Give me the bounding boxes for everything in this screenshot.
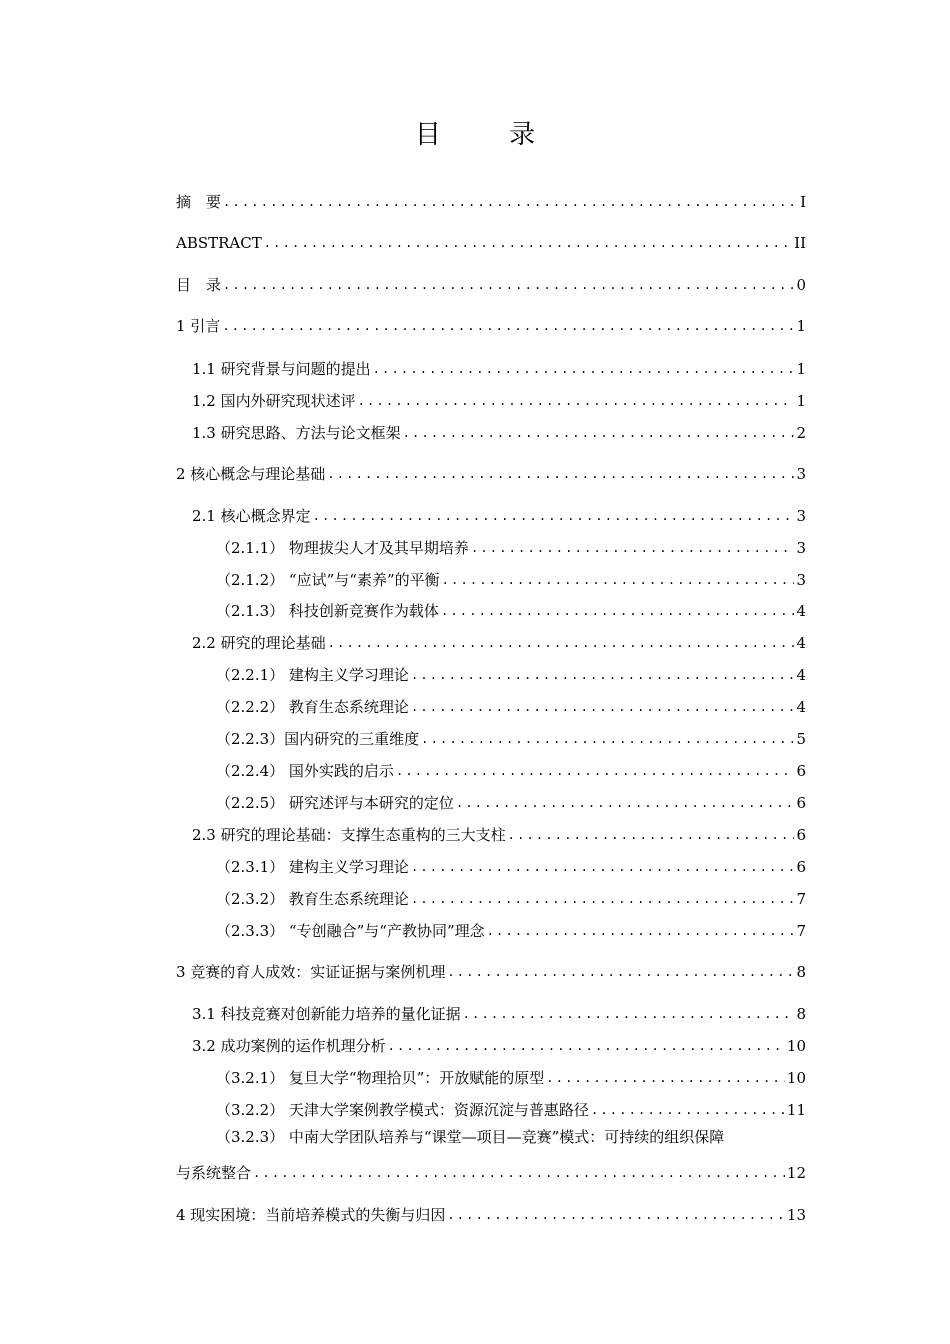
toc-entry-page-number: 13 xyxy=(786,1206,806,1224)
toc-entry-page-number: 3 xyxy=(796,507,806,525)
toc-leader-dots xyxy=(508,825,795,845)
page-title: 目 录 xyxy=(414,120,566,150)
toc-entry-page-number: 10 xyxy=(786,1037,806,1055)
toc-entry[interactable] xyxy=(216,757,806,781)
toc-entry-page-number: 7 xyxy=(796,890,806,908)
toc-entry[interactable] xyxy=(176,1201,806,1225)
toc-entry-label: （2.1.1） 物理拔尖人才及其早期培养 xyxy=(216,539,469,557)
toc-leader-dots xyxy=(442,570,795,590)
toc-entry[interactable] xyxy=(192,502,806,526)
toc-entry[interactable] xyxy=(216,566,806,590)
toc-entry-page-number: 4 xyxy=(796,634,806,652)
toc-entry-label: （2.1.2） “应试”与“素养”的平衡 xyxy=(216,571,440,589)
toc-entry-label: 1.1 研究背景与问题的提出 xyxy=(192,360,371,378)
toc-leader-dots xyxy=(253,1163,785,1183)
toc-leader-dots xyxy=(403,423,795,443)
toc-entry-label: （3.2.2） 天津大学案例教学模式：资源沉淀与普惠路径 xyxy=(216,1101,589,1119)
toc-entry-page-number: 8 xyxy=(796,963,806,981)
toc-entry-label: （2.3.2） 教育生态系统理论 xyxy=(216,890,409,908)
toc-entry-page-number: 0 xyxy=(796,276,806,294)
toc-leader-dots xyxy=(487,921,795,941)
toc-entry-label: 2.2 研究的理论基础 xyxy=(192,634,326,652)
toc-leader-dots xyxy=(388,1036,785,1056)
toc-leader-dots xyxy=(223,275,794,295)
toc-entry-page-number: 4 xyxy=(796,698,806,716)
toc-entry-label: 2.3 研究的理论基础：支撑生态重构的三大支柱 xyxy=(192,826,506,844)
toc-entry[interactable] xyxy=(192,821,806,845)
toc-leader-dots xyxy=(441,601,795,621)
toc-entry-page-number: 6 xyxy=(796,858,806,876)
toc-entry-label: 1.3 研究思路、方法与论文框架 xyxy=(192,424,401,442)
toc-entry[interactable] xyxy=(216,1064,806,1088)
toc-entry[interactable] xyxy=(192,387,806,411)
toc-entry-page-number: 1 xyxy=(796,360,806,378)
toc-leader-dots xyxy=(358,391,795,411)
toc-leader-dots xyxy=(313,506,795,526)
toc-entry-page-number: 6 xyxy=(796,794,806,812)
toc-entry[interactable] xyxy=(216,597,806,621)
toc-entry-label: （2.2.2） 教育生态系统理论 xyxy=(216,698,409,716)
toc-entry[interactable] xyxy=(176,271,806,295)
toc-entry[interactable] xyxy=(216,789,806,813)
toc-leader-dots xyxy=(328,633,795,653)
toc-entry[interactable] xyxy=(216,885,806,909)
toc-entry[interactable] xyxy=(216,1096,806,1120)
toc-entry-page-number: 8 xyxy=(796,1005,806,1023)
toc-entry-page-number: 12 xyxy=(786,1164,806,1182)
toc-entry-label: （2.2.1） 建构主义学习理论 xyxy=(216,666,409,684)
toc-entry-label: （2.1.3） 科技创新竞赛作为载体 xyxy=(216,602,439,620)
toc-entry-page-number: 1 xyxy=(796,392,806,410)
toc-leader-dots xyxy=(591,1100,785,1120)
toc-leader-dots xyxy=(411,857,795,877)
toc-entry[interactable] xyxy=(216,693,806,717)
toc-entry-label: （2.3.1） 建构主义学习理论 xyxy=(216,858,409,876)
toc-entry-page-number: 5 xyxy=(796,730,806,748)
toc-entry-label: 4 现实困境：当前培养模式的失衡与归因 xyxy=(176,1206,446,1224)
toc-leader-dots xyxy=(373,359,795,379)
toc-entry-label: 2 核心概念与理论基础 xyxy=(176,465,326,483)
toc-entry[interactable] xyxy=(216,534,806,558)
toc-entry-page-number: 2 xyxy=(796,424,806,442)
toc-entry-label: （3.2.3） 中南大学团队培养与“课堂—项目—竞赛”模式：可持续的组织保障 xyxy=(216,1128,725,1146)
toc-entry[interactable] xyxy=(176,1159,806,1183)
toc-entry-label: 2.1 核心概念界定 xyxy=(192,507,311,525)
toc-leader-dots xyxy=(264,233,792,253)
toc-entry-label: 与系统整合 xyxy=(176,1164,252,1182)
toc-entry[interactable] xyxy=(216,725,806,749)
toc-entry-label: 1.2 国内外研究现状述评 xyxy=(192,392,356,410)
toc-entry-label: （2.2.5） 研究述评与本研究的定位 xyxy=(216,794,454,812)
toc-leader-dots xyxy=(447,962,794,982)
toc-entry[interactable] xyxy=(216,917,806,941)
toc-entry-label: 1 引言 xyxy=(176,317,221,335)
toc-leader-dots xyxy=(222,316,794,336)
toc-entry-page-number: II xyxy=(794,234,806,252)
toc-entry-page-number: 4 xyxy=(796,602,806,620)
toc-entry-label: （2.3.3） “专创融合”与“产教协同”理念 xyxy=(216,922,485,940)
toc-entry[interactable] xyxy=(192,419,806,443)
toc-entry[interactable] xyxy=(176,460,806,484)
toc-entry-page-number: 6 xyxy=(796,826,806,844)
toc-leader-dots xyxy=(327,464,794,484)
toc-entry-label: 3 竞赛的育人成效：实证证据与案例机理 xyxy=(176,963,446,981)
toc-leader-dots xyxy=(421,729,794,749)
toc-entry[interactable] xyxy=(192,355,806,379)
toc-entry[interactable] xyxy=(192,1000,806,1024)
toc-leader-dots xyxy=(463,1004,795,1024)
toc-entry-label: 3.2 成功案例的运作机理分析 xyxy=(192,1037,386,1055)
toc-entry-page-number: 3 xyxy=(796,465,806,483)
toc-entry[interactable] xyxy=(216,661,806,685)
toc-entry-page-number: 3 xyxy=(796,571,806,589)
toc-entry-page-number: 6 xyxy=(796,762,806,780)
toc-entry-label: （2.2.4） 国外实践的启示 xyxy=(216,762,394,780)
toc-entry[interactable] xyxy=(192,1032,806,1056)
toc-entry-label: （2.2.3）国内研究的三重维度 xyxy=(216,730,420,748)
toc-entry-label: ABSTRACT xyxy=(176,234,262,252)
toc-entry-label: 目 录 xyxy=(176,276,222,294)
toc-entry[interactable] xyxy=(192,629,806,653)
toc-entry-label: 3.1 科技竞赛对创新能力培养的量化证据 xyxy=(192,1005,461,1023)
toc-entry[interactable] xyxy=(176,188,806,212)
toc-entry-page-number: 11 xyxy=(786,1101,806,1119)
toc-leader-dots xyxy=(396,761,795,781)
toc-leader-dots xyxy=(447,1205,785,1225)
toc-leader-dots xyxy=(411,665,795,685)
toc-entry[interactable] xyxy=(176,958,806,982)
toc-leader-dots xyxy=(471,538,795,558)
toc-entry-page-number: 7 xyxy=(796,922,806,940)
toc-entry-page-number: I xyxy=(800,193,806,211)
toc-leader-dots xyxy=(411,697,795,717)
toc-leader-dots xyxy=(456,793,795,813)
toc-entry-page-number: 1 xyxy=(796,317,806,335)
toc-entry-page-number: 4 xyxy=(796,666,806,684)
toc-entry[interactable] xyxy=(176,312,806,336)
toc-entry[interactable] xyxy=(176,229,806,253)
toc-entry-page-number: 10 xyxy=(786,1069,806,1087)
toc-entry[interactable] xyxy=(216,853,806,877)
toc-entry-label: （3.2.1） 复旦大学“物理拾贝”：开放赋能的原型 xyxy=(216,1069,545,1087)
toc-leader-dots xyxy=(223,192,798,212)
toc-leader-dots xyxy=(411,889,795,909)
toc-entry[interactable] xyxy=(216,1127,806,1147)
toc-entry-label: 摘 要 xyxy=(176,193,222,211)
toc-entry-page-number: 3 xyxy=(796,539,806,557)
toc-leader-dots xyxy=(546,1068,785,1088)
